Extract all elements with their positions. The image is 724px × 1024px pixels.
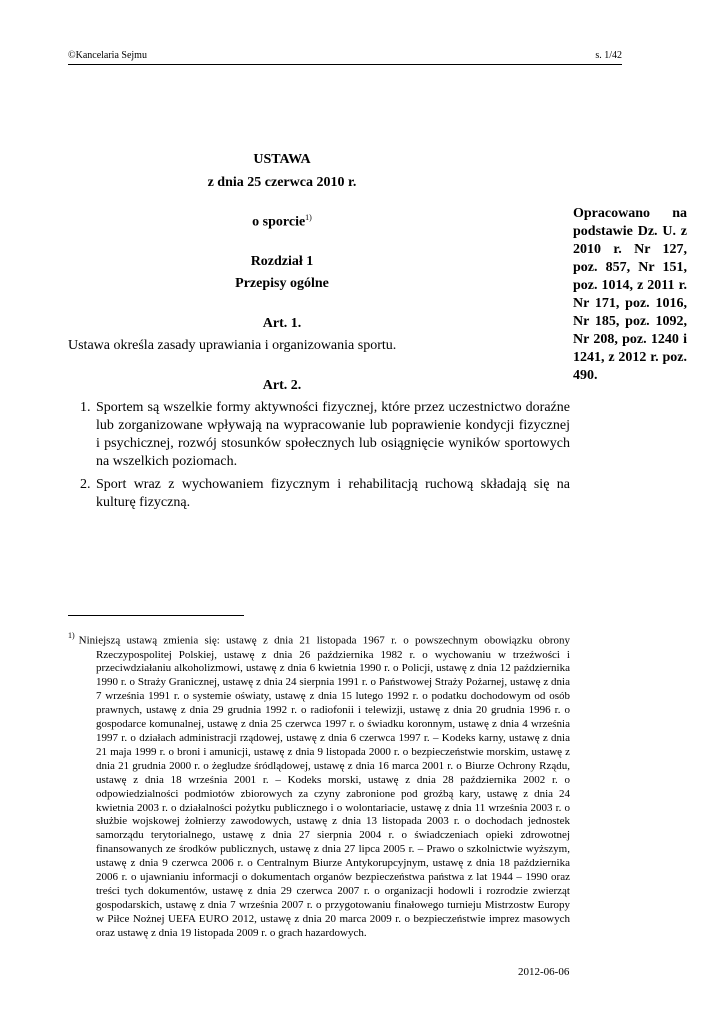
page-header [68, 50, 622, 65]
article-1-heading: Art. 1. [262, 316, 302, 331]
consolidation-note: Opracowano na podstawie Dz. U. z 2010 r. Nr 127, poz. 857, Nr 151, poz. 1014, z 2011 r. Nr 171, poz. 1016, Nr 185, poz. 1092, Nr 208, poz. 1240 i 1241, z 2012 r. poz. 490. [573, 206, 687, 383]
act-subject-text: o sporcie [252, 214, 306, 230]
footnote-separator [68, 615, 244, 616]
point-text: Sportem są wszelkie formy aktywności fizycznej, które przez uczestnictwo doraźne lub zorganizowane wpływają na wypracowanie lub poprawienie kondycji fizycznej i psychicznej, rozwój stosunków społecznych lub osiągnięcie wyników sportowych na wszelkich poziomach. [96, 400, 570, 469]
act-type-heading: USTAWA [253, 152, 311, 167]
point-number: 2. [80, 477, 91, 492]
act-subject [68, 213, 496, 231]
article-2-point [68, 476, 570, 512]
chapter-number: Rozdział 1 [250, 254, 314, 269]
footer-date: 2012-06-06 [518, 966, 570, 978]
article-1-text: Ustawa określa zasady uprawiania i organizowania sportu. [68, 338, 397, 353]
publisher-label: ©Kancelaria Sejmu [68, 50, 147, 61]
article-2-point [68, 399, 570, 471]
chapter-name: Przepisy ogólne [235, 276, 329, 291]
footnote-body [68, 630, 570, 941]
article-2-heading: Art. 2. [262, 378, 302, 393]
footnote-text: Niniejszą ustawą zmienia się: ustawę z dnia 21 listopada 1967 r. o powszechnym obowiązku obrony Rzeczypospolitej Polskiej, ustawę z dnia 26 października 1982 r. o wychowaniu w trzeźwości i przeciwdziałaniu alkoholizmowi, ustawę z dnia 6 kwietnia 1990 r. o Policji, ustawę z dnia 12 października 1990 r. o Straży Granicznej, ustawę z dnia 24 sierpnia 1991 r. o Państwowej Straży Pożarnej, ustawę z dnia 7 września 1991 r. o systemie oświaty, ustawę z dnia 15 lutego 1992 r. o podatku dochodowym od osób prawnych, ustawę z dnia 29 grudnia 1992 r. o radiofonii i telewizji, ustawę z dnia 20 grudnia 1996 r. o gospodarce komunalnej, ustawę z dnia 25 czerwca 1997 r. o świadku koronnym, ustawę z dnia 4 września 1997 r. o działach administracji rządowej, ustawę z dnia 6 czerwca 1997 r. – Kodeks karny, ustawę z dnia 21 maja 1999 r. o broni i amunicji, ustawę z dnia 9 listopada 2000 r. o bezpieczeństwie morskim, ustawę z dnia 21 grudnia 2000 r. o żegludze śródlądowej, ustawę z dnia 16 marca 2001 r. o Biurze Ochrony Rządu, ustawę z dnia 18 września 2001 r. – Kodeks morski, ustawę z dnia 28 października 2002 r. o odpowiedzialności podmiotów zbiorowych za czyny zabronione pod groźbą kary, ustawę z dnia 24 kwietnia 2003 r. o działalności pożytku publicznego i o wolontariacie, ustawę z dnia 11 września 2003 r. o służbie wojskowej żołnierzy zawodowych, ustawę z dnia 13 listopada 2003 r. o dochodach jednostek samorządu terytorialnego, ustawę z dnia 27 sierpnia 2004 r. o świadczeniach opieki zdrowotnej finansowanych ze środków publicznych, ustawę z dnia 27 lipca 2005 r. – Prawo o szkolnictwie wyższym, ustawę z dnia 9 czerwca 2006 r. o Centralnym Biurze Antykorupcyjnym, ustawę z dnia 18 października 2006 r. o ujawnianiu informacji o dokumentach organów bezpieczeństwa państwa z lat 1944 – 1990 oraz treści tych dokumentów, ustawę z dnia 29 czerwca 2007 r. o organizacji hodowli i rozrodzie zwierząt gospodarskich, ustawę z dnia 7 września 2007 r. o przygotowaniu finałowego turnieju Mistrzostw Europy w Piłce Nożnej UEFA EURO 2012, ustawę z dnia 20 marca 2009 r. o bezpieczeństwie imprez masowych oraz ustawę z dnia 19 listopada 2009 r. o grach hazardowych. [78, 634, 570, 939]
page-number: s. 1/42 [595, 50, 622, 61]
point-number: 1. [80, 400, 91, 415]
article-2-points [68, 399, 570, 517]
point-text: Sport wraz z wychowaniem fizycznym i rehabilitacją ruchową składają się na kulturę fizyczną. [96, 477, 570, 510]
act-date: z dnia 25 czerwca 2010 r. [207, 175, 357, 190]
footnote-marker: 1) [68, 631, 75, 640]
footnote-ref[interactable]: 1) [305, 213, 312, 222]
footnote [68, 630, 570, 941]
